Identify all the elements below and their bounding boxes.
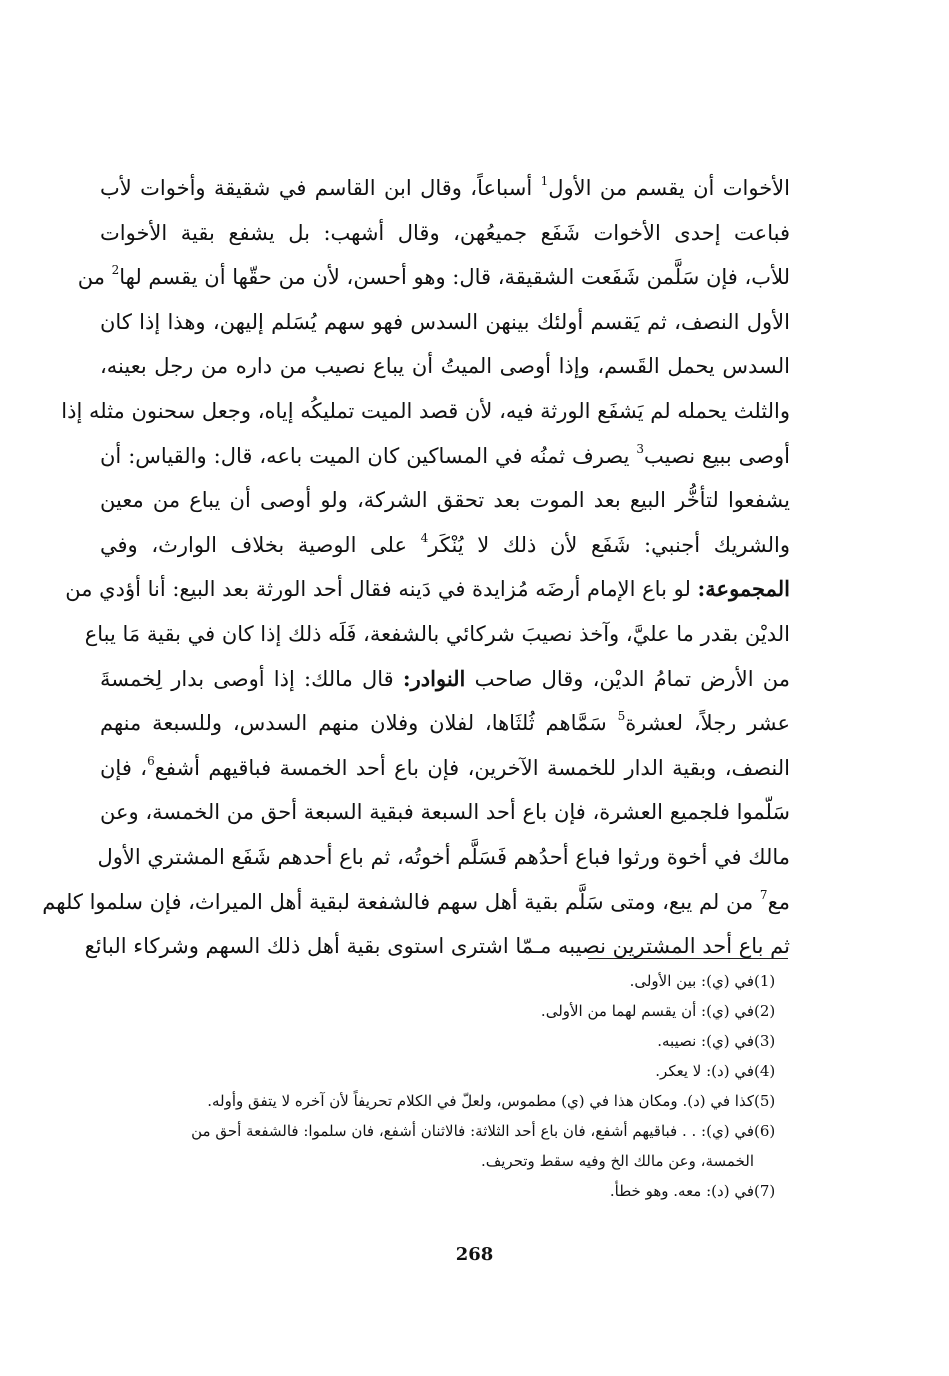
- footnote-number: (4): [754, 1062, 776, 1080]
- footnote: [110, 1176, 788, 1206]
- footnote-marker: 5: [617, 709, 626, 724]
- footnote-line: في (د): لا يعكر.: [655, 1062, 754, 1080]
- text-line: [100, 344, 790, 389]
- line-text: الأول النصف، ثم يَقسم أولئك بينهن السدس فهو سهم يُسَلم إليهن، وهذا إذا كان: [100, 309, 790, 334]
- footnote-text: [110, 1026, 754, 1056]
- footnotes: [110, 966, 788, 1206]
- line-text: النصف، وبقية الدار للخمسة الآخرين، فإن باع أحد الخمسة فباقيهم أشفع: [154, 755, 791, 780]
- text-line: [100, 478, 790, 523]
- footnote: [110, 1026, 788, 1056]
- main-text: [42, 166, 791, 969]
- line-text: ثم باع أحد المشترين نصيبه مـمّا اشترى استوى بقية أهل ذلك السهم وشركاء البائع: [84, 934, 790, 959]
- footnote-line: في (ي): . . فباقيهم أشفع، فان باع أحد الثلاثة: فالاثنان أشفع، فان سلموا: فالشفعة أحق من: [191, 1122, 754, 1140]
- line-text: من الأرض تمامُ الديْن، وقال صاحب: [465, 666, 790, 691]
- source-title: المجموعة:: [697, 576, 790, 602]
- text-line: [84, 924, 790, 969]
- line-text: والشريك أجنبي: شَفَع لأن ذلك لا يُنْكَر: [428, 532, 790, 557]
- line-text: الأخوات أن يقسم من الأول: [548, 176, 790, 200]
- line-text: مالك في أخوة ورثوا فباع أحدُهم فَسَلَّم أخوتُه، ثم باع أحدهم شَفَع المشتري الأول: [97, 844, 790, 869]
- footnote-text: [110, 1176, 754, 1206]
- footnote-marker: 4: [420, 530, 429, 545]
- text-line: [77, 255, 790, 300]
- text-line: [100, 166, 790, 211]
- line-text: قال مالك: إذا أوصى بدار لِخمسةَ: [100, 666, 403, 691]
- text-line: [61, 389, 790, 434]
- line-text: عشر رجلاً، لعشرة: [625, 711, 790, 736]
- footnote-text: [110, 966, 754, 996]
- footnote: [110, 1056, 788, 1086]
- text-line: [100, 746, 790, 791]
- text-line: [42, 880, 790, 925]
- footnote-marker: 2: [111, 263, 120, 278]
- line-text: على الوصية بخلاف الوارث، وفي: [100, 532, 421, 557]
- footnote-marker: 3: [636, 441, 645, 456]
- line-text: مع: [767, 889, 790, 914]
- footnote: [110, 966, 788, 996]
- line-text: سَلّموا فلجميع العشرة، فإن باع أحد السبعة فبقية السبعة أحق من الخمسة، وعن: [100, 800, 790, 825]
- page-number: 268: [455, 1244, 494, 1265]
- text-line: [65, 567, 790, 612]
- footnote-number: (5): [754, 1092, 776, 1110]
- text-line: [100, 211, 790, 256]
- footnote-marker: 1: [540, 174, 549, 188]
- line-text: أوصى ببيع نصيب: [644, 443, 790, 468]
- footnote-number: (7): [754, 1182, 776, 1200]
- text-line: [84, 612, 790, 657]
- line-text: يشفعوا لتأخُّر البيع بعد الموت بعد تحقق الشركة، ولو أوصى أن يباع من معين: [100, 488, 790, 513]
- footnote-text: [110, 1116, 754, 1176]
- line-text: أسباعاً، وقال ابن القاسم في شقيقة وأخوات لأب: [100, 176, 541, 200]
- line-text: لو باع الإمام أرضَه مُزايدة في دَينه فقال أحد الورثة بعد البيع: أنا أؤدي من: [65, 577, 698, 602]
- source-title: النوادر:: [402, 665, 466, 691]
- text-line: [97, 835, 790, 880]
- footnote-line: في (ي): بين الأولى.: [629, 972, 754, 990]
- footnote-divider: [588, 958, 788, 959]
- footnote-text: [110, 1056, 754, 1086]
- footnote-text: [110, 1086, 754, 1116]
- text-line: [100, 701, 790, 746]
- line-text: الديْن بقدر ما عليَّ، وآخذ نصيبَ شركائي بالشفعة، فَلَه ذلك إذا كان في بقية مَا يباع: [84, 621, 790, 646]
- line-text: السدس يحمل القَسم، وإذا أوصى الميتُ أن يباع نصيب من داره من رجل بعينه،: [100, 354, 790, 379]
- line-text: سَمَّاهم ثُلثَاها، لفلان وفلان منهم السدس، وللسبعة منهم: [100, 711, 618, 736]
- footnote-line: في (ي): أن يقسم لهما من الأولى.: [540, 1002, 754, 1020]
- text-line: [100, 434, 790, 479]
- text-line: [100, 523, 790, 568]
- line-text: والثلث يحمله لم يَشفَع الورثة فيه، لأن قصد الميت تمليكُه إياه، وجعل سحنون مثله إذا: [61, 398, 790, 423]
- text-line: [100, 657, 790, 702]
- footnote-marker: 7: [759, 887, 768, 902]
- footnote-number: (1): [754, 972, 776, 990]
- footnote: [110, 1116, 788, 1176]
- line-text: يصرف ثمنُه في المساكين كان الميت باعه، قال: والقياس: أن: [100, 443, 637, 468]
- line-text: من: [77, 265, 112, 290]
- line-text: فباعت إحدى الأخوات شَفَع جميعُهن، وقال أشهب: بل يشفع بقية الأخوات: [100, 220, 790, 245]
- text-line: [100, 300, 790, 345]
- line-text: من لم يبع، ومتى سَلَّم بقية أهل سهم فالشفعة لبقية أهل الميراث، فإن سلموا كلهم: [42, 889, 760, 914]
- footnote-marker: 6: [147, 753, 155, 768]
- footnote-text: [110, 996, 754, 1026]
- text-line: [100, 790, 790, 835]
- footnote: [110, 996, 788, 1026]
- footnote: [110, 1086, 788, 1116]
- footnote-number: (6): [754, 1122, 776, 1140]
- line-text: ، فإن: [100, 755, 148, 780]
- footnote-number: (2): [754, 1002, 776, 1020]
- footnote-line: في (ي): نصيبه.: [657, 1032, 754, 1050]
- footnote-number: (3): [754, 1032, 776, 1050]
- footnote-line: في (د): معه. وهو خطأ.: [609, 1182, 754, 1200]
- line-text: للأب، فإن سَلَّمن شَفَعت الشقيقة، قال: وهو أحسن، لأن من حقّها أن يقسم لها: [119, 265, 790, 290]
- footnote-continuation: الخمسة، وعن مالك الخ وفيه سقط وتحريف.: [480, 1152, 754, 1170]
- footnote-line: كذا في (د). ومكان هذا في (ي) مطموس، ولعلّ في الكلام تحريفاً لأن آخره لا يتفق وأوله.: [207, 1092, 754, 1110]
